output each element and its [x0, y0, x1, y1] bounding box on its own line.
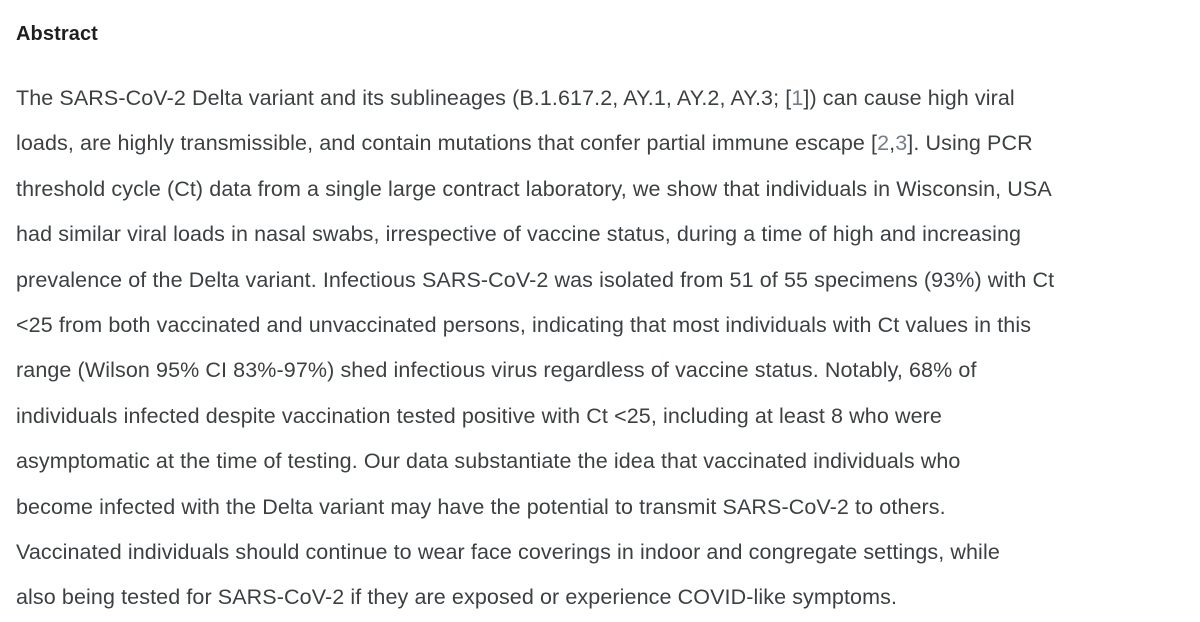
abstract-text-run: <25 from both vaccinated and unvaccinated persons, indicating that most individuals with Ct values in this — [16, 312, 1032, 337]
abstract-text-run: individuals infected despite vaccination tested positive with Ct <25, including at least 8 who were — [16, 403, 942, 428]
abstract-text-run: Vaccinated individuals should continue to wear face coverings in indoor and congregate settings, while — [16, 539, 1000, 564]
citation-link[interactable]: 3 — [895, 131, 908, 156]
abstract-line — [16, 167, 1184, 212]
citation-link[interactable]: 1 — [791, 86, 804, 110]
abstract-text-run: , — [889, 131, 896, 156]
abstract-line — [16, 575, 1184, 620]
abstract-line — [16, 121, 1184, 166]
abstract-heading: Abstract — [16, 23, 98, 45]
abstract-text-run: also being tested for SARS-CoV-2 if they are exposed or experience COVID-like symptoms. — [16, 585, 898, 610]
abstract-line — [16, 303, 1184, 348]
citation-link[interactable]: 2 — [877, 131, 890, 156]
abstract-text-run: ]) can cause high viral — [803, 86, 1015, 110]
abstract-text-run: loads, are highly transmissible, and contain mutations that confer partial immune escape [ — [16, 131, 878, 156]
abstract-line — [16, 394, 1184, 439]
abstract-text-run: ]. Using PCR — [907, 131, 1033, 156]
abstract-text-run: threshold cycle (Ct) data from a single large contract laboratory, we show that individuals in Wisconsin, USA — [16, 176, 1052, 201]
abstract-paragraph — [16, 76, 1184, 621]
abstract-line — [16, 258, 1184, 303]
abstract-text-run: become infected with the Delta variant may have the potential to transmit SARS-CoV-2 to others. — [16, 494, 946, 519]
abstract-line — [16, 485, 1184, 530]
abstract-line — [16, 348, 1184, 393]
abstract-line — [16, 212, 1184, 257]
abstract-line — [16, 530, 1184, 575]
abstract-line — [16, 76, 1184, 121]
abstract-line — [16, 439, 1184, 484]
abstract-text-run: range (Wilson 95% CI 83%-97%) shed infectious virus regardless of vaccine status. Notably, 68% of — [16, 358, 977, 383]
abstract-text-run: had similar viral loads in nasal swabs, irrespective of vaccine status, during a time of high and increasing — [16, 222, 1022, 247]
abstract-text-run: asymptomatic at the time of testing. Our data substantiate the idea that vaccinated individuals who — [16, 449, 961, 474]
abstract-text-run: prevalence of the Delta variant. Infectious SARS-CoV-2 was isolated from 51 of 55 specimens (93%) with Ct — [16, 267, 1055, 292]
abstract-text-run: The SARS-CoV-2 Delta variant and its sublineages (B.1.617.2, AY.1, AY.2, AY.3; [ — [16, 86, 792, 110]
